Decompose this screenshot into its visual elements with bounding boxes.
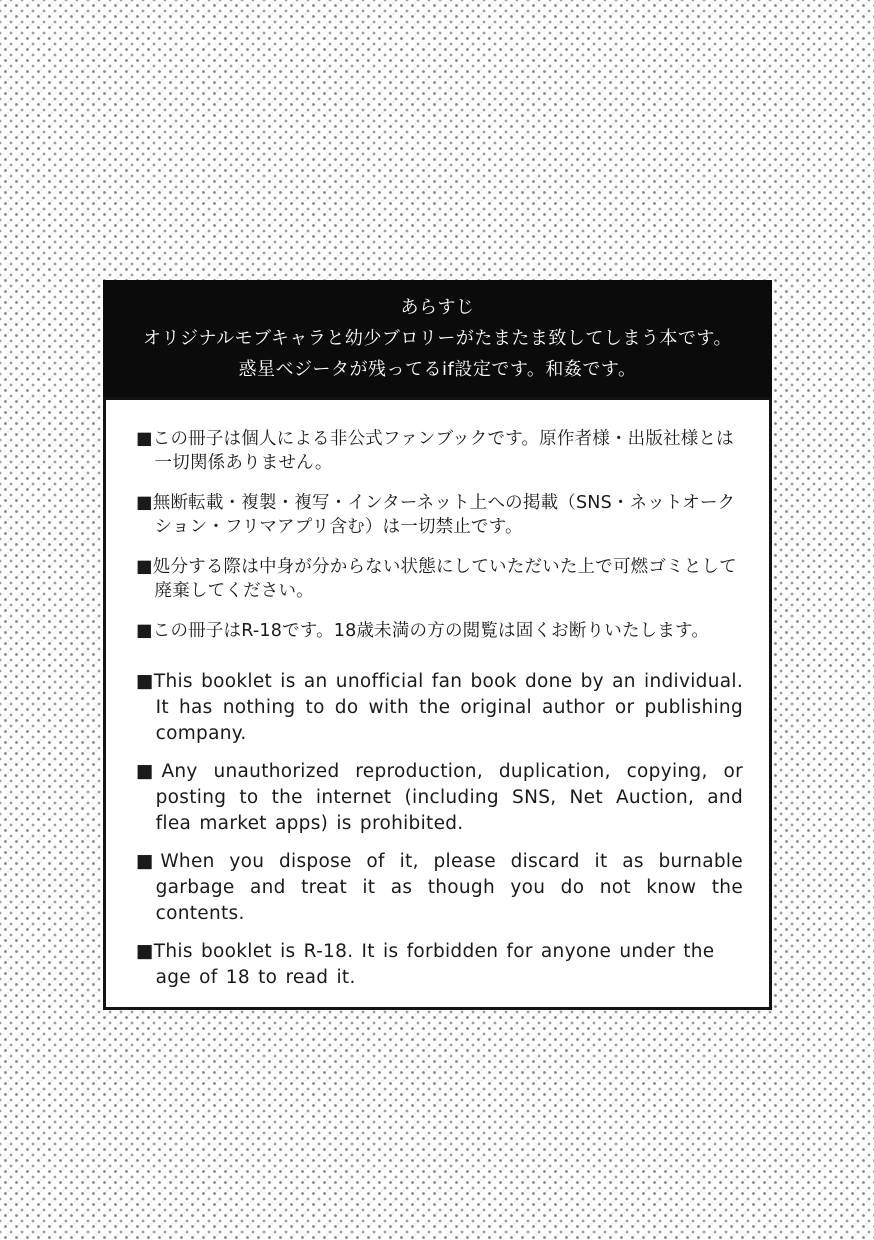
synopsis-title: あらすじ <box>400 297 475 318</box>
en-notice-item <box>136 759 743 837</box>
synopsis-header <box>103 280 772 397</box>
bullet-square-icon: ■ <box>136 429 153 449</box>
jp-notice-text: 処分する際は中身が分からない状態にしていただいた上で可燃ゴミとして廃棄してください。 <box>152 557 737 601</box>
synopsis-line-2: 惑星ベジータが残ってるif設定です。和姦です。 <box>238 359 637 380</box>
bullet-square-icon: ■ <box>136 557 153 577</box>
jp-notice-item <box>136 619 743 643</box>
bullet-square-icon: ■ <box>136 761 162 782</box>
en-notice-item <box>136 669 743 747</box>
en-notice-text: When you dispose of it, please discard it as burnable garbage and treat it as though you do not know the contents. <box>155 851 743 924</box>
jp-notice-text: この冊子はR-18です。18歳未満の方の閲覧は固くお断りいたします。 <box>152 621 710 641</box>
en-notice-text: Any unauthorized reproduction, duplication, copying, or posting to the internet (including SNS, Net Auction, and flea market apps) is prohibited. <box>155 761 744 834</box>
notice-panel <box>103 280 772 1010</box>
en-notice-item <box>136 849 743 927</box>
jp-notice-item <box>136 555 743 603</box>
bullet-square-icon: ■ <box>136 671 154 692</box>
jp-notice-text: 無断転載・複製・複写・インターネット上への掲載（SNS・ネットオークション・フリマアプリ含む）は一切禁止です。 <box>152 493 736 537</box>
bullet-square-icon: ■ <box>136 493 153 513</box>
en-notice-item <box>136 939 743 991</box>
japanese-notice-list <box>136 427 743 643</box>
bullet-square-icon: ■ <box>136 941 154 962</box>
jp-notice-item <box>136 427 743 475</box>
jp-notice-text: この冊子は個人による非公式ファンブックです。原作者様・出版社様とは一切関係ありません。 <box>152 429 734 473</box>
bullet-square-icon: ■ <box>136 851 161 872</box>
english-notice-list <box>136 669 743 991</box>
en-notice-text: This booklet is an unofficial fan book done by an individual. It has nothing to do with the original author or publishing company. <box>153 671 744 744</box>
bullet-square-icon: ■ <box>136 621 153 641</box>
en-notice-text: This booklet is R-18. It is forbidden for anyone under the age of 18 to read it. <box>153 941 715 988</box>
jp-notice-item <box>136 491 743 539</box>
synopsis-line-1: オリジナルモブキャラと幼少ブロリーがたまたま致してしまう本です。 <box>143 328 732 349</box>
disclaimer-box <box>103 397 772 1010</box>
